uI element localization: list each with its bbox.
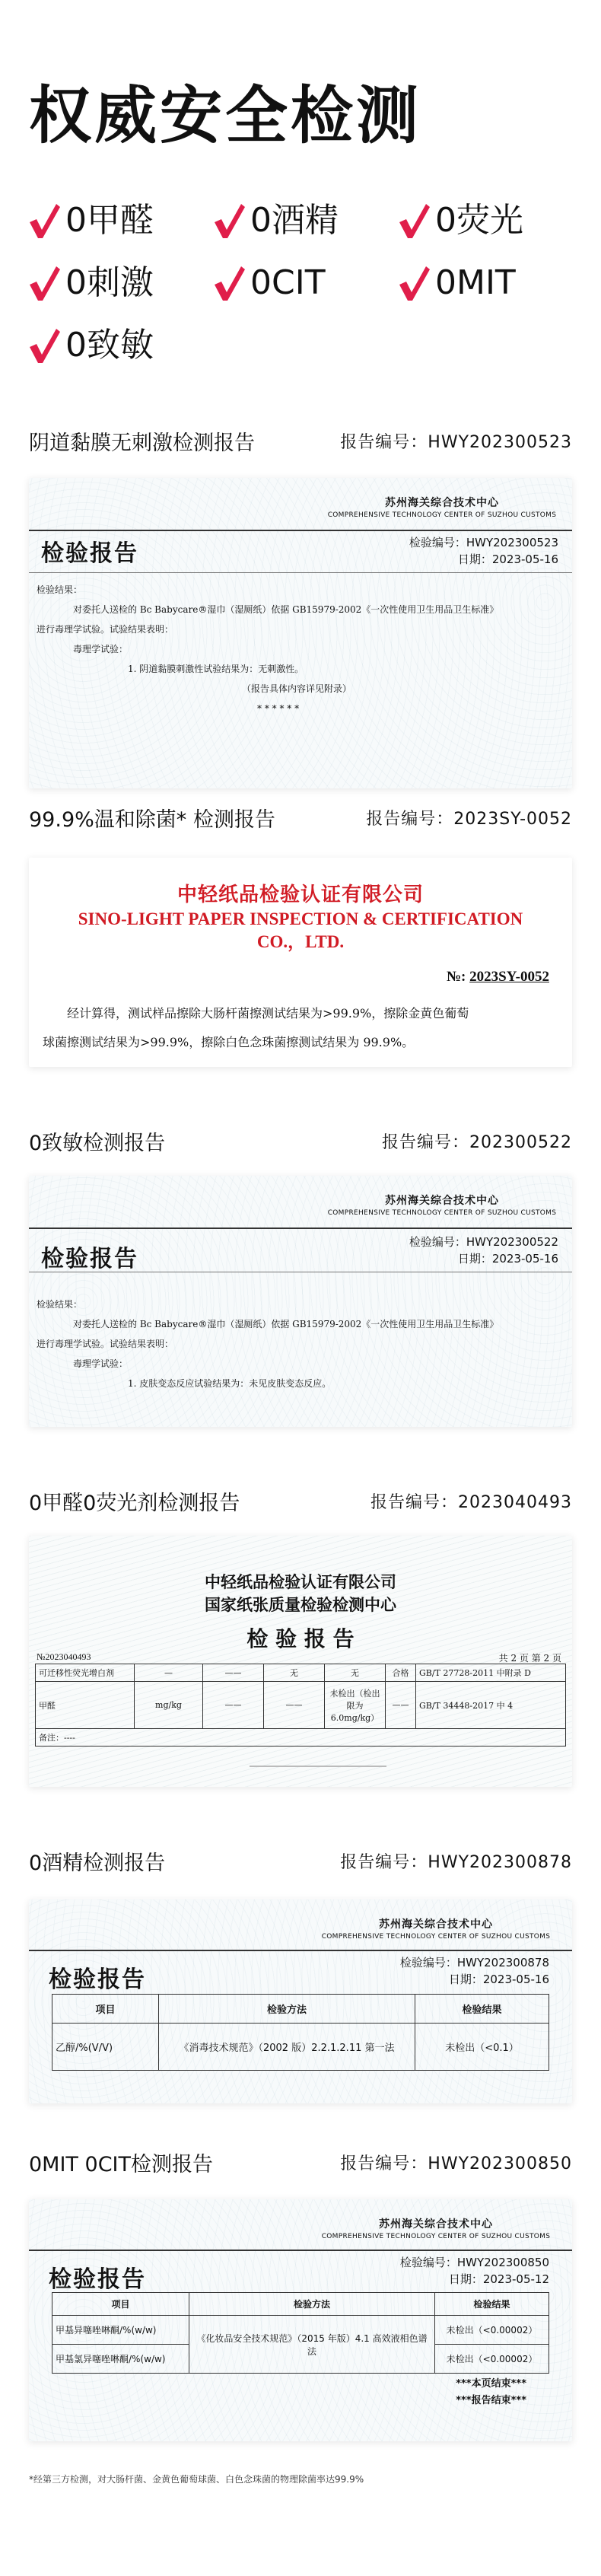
report-meta — [400, 2254, 549, 2288]
table-cell: mg/kg — [135, 1682, 203, 1729]
badge-label: 0CIT — [250, 263, 326, 302]
report-date: 日期：2023-05-12 — [448, 2272, 549, 2286]
column-header: 项目 — [52, 1995, 159, 2024]
org-name-cn: 苏州海关综合技术中心 — [385, 1195, 499, 1207]
issuer-block — [29, 1571, 572, 1616]
body-line: 毒理学试验： — [73, 1358, 129, 1369]
report-body — [37, 580, 569, 718]
badge-allergy — [27, 324, 212, 367]
hero-title: 权威安全检测 — [29, 80, 422, 152]
badge-alcohol — [212, 199, 397, 242]
body-line: 进行毒理学试验。试验结果表明： — [37, 624, 174, 635]
inspection-number: 检验编号：HWY202300850 — [399, 2256, 549, 2269]
badge-fluorescent — [397, 199, 575, 242]
report-title: 检验报告 — [49, 2266, 146, 2293]
column-header: 检验结果 — [415, 1995, 549, 2024]
table-cell: 乙醇/%(V/V) — [52, 2024, 159, 2071]
divider — [29, 530, 572, 531]
badge-label: 0刺激 — [65, 263, 154, 302]
section-3-header — [29, 1126, 572, 1156]
inspection-number: 检验编号：HWY202300522 — [409, 1235, 558, 1249]
badge-cit — [212, 262, 397, 304]
body-line: 检验结果： — [37, 584, 83, 595]
table-cell: —— — [203, 1682, 264, 1729]
report-image-alcohol — [29, 1899, 572, 2103]
report-number: 报告编号：2023040493 — [370, 1493, 572, 1512]
org-name-en: COMPREHENSIVE TECHNOLOGY CENTER OF SUZHOU CUSTOMS — [321, 2233, 551, 2240]
end-marks — [456, 2376, 526, 2409]
report-no-label — [447, 969, 549, 986]
check-icon — [397, 202, 431, 240]
page-end: ***本页结束*** — [456, 2378, 526, 2390]
table-cell: 未检出（<0.00002） — [435, 2316, 549, 2345]
table-cell: 可迁移性荧光增白剂 — [36, 1664, 135, 1682]
check-icon — [212, 202, 246, 240]
table-cell: —— — [386, 1682, 416, 1729]
result-table — [52, 2292, 549, 2374]
badge-label: 0荧光 — [435, 201, 523, 240]
body-line: 1. 皮肤变态反应试验结果为：未见皮肤变态反应。 — [128, 1378, 332, 1389]
section-1-header — [29, 426, 572, 456]
body-line: 对委托人送检的 Bc Babycare®湿巾（湿厕纸）依据 GB15979-2002《一次性使用卫生用品卫生标准》 — [73, 604, 499, 615]
section-2-header — [29, 803, 572, 833]
report-end: ***报告结束*** — [456, 2395, 526, 2406]
table-cell: 未检出（检出限为 6.0mg/kg） — [325, 1682, 386, 1729]
body-line: （报告具体内容详见附录） — [242, 683, 352, 694]
report-title: 检验报告 — [41, 540, 138, 567]
result-table — [35, 1664, 566, 1747]
check-icon — [27, 326, 61, 365]
company-name-en: SINO-LIGHT PAPER INSPECTION & CERTIFICATION — [78, 909, 523, 928]
divider — [29, 572, 572, 573]
table-cell: — — [135, 1664, 203, 1682]
org-block — [303, 1916, 569, 1941]
company-name-en-2: CO.，LTD. — [256, 932, 345, 951]
result-paragraph — [43, 999, 560, 1057]
report-date: 日期：2023-05-16 — [457, 552, 558, 566]
section-title: 阴道黏膜无刺激检测报告 — [29, 431, 255, 455]
report-title: 检验报告 — [41, 1246, 138, 1272]
section-6-header — [29, 2148, 572, 2177]
org-name-cn: 苏州海关综合技术中心 — [379, 1918, 493, 1931]
section-title: 0MIT 0CIT检测报告 — [29, 2153, 213, 2176]
section-4-header — [29, 1486, 572, 1516]
remark-cell: 备注：---- — [36, 1729, 566, 1747]
report-number: 报告编号：HWY202300523 — [340, 433, 572, 452]
body-line: 1. 阴道黏膜刺激性试验结果为：无刺激性。 — [128, 664, 304, 674]
body-line: * * * * * * — [257, 703, 300, 714]
issuer-center: 国家纸张质量检验检测中心 — [205, 1595, 396, 1614]
divider — [29, 1228, 572, 1229]
badge-label: 0甲醛 — [65, 201, 154, 240]
table-cell: 未检出（<0.00002） — [435, 2345, 549, 2374]
issuer-name: 中轻纸品检验认证有限公司 — [205, 1572, 396, 1591]
report-number: 报告编号：202300522 — [382, 1133, 572, 1152]
table-cell: GB/T 34448-2017 中 4 — [416, 1682, 566, 1729]
table-cell: 甲基氯异噻唑啉酮/%(w/w) — [52, 2345, 189, 2374]
table-cell: 甲醛 — [36, 1682, 135, 1729]
org-block — [316, 495, 568, 519]
org-name-cn: 苏州海关综合技术中心 — [385, 497, 499, 509]
table-header-row — [52, 2293, 549, 2316]
org-name-en: COMPREHENSIVE TECHNOLOGY CENTER OF SUZHOU CUSTOMS — [327, 511, 557, 519]
company-name-cn: 中轻纸品检验认证有限公司 — [176, 884, 424, 906]
badge-formaldehyde — [27, 199, 212, 242]
table-cell: 甲基异噻唑啉酮/%(w/w) — [52, 2316, 189, 2345]
report-body — [37, 1294, 569, 1393]
check-icon — [27, 202, 61, 240]
table-header-row — [52, 1995, 549, 2024]
badge-label: 0MIT — [435, 263, 516, 302]
footnote: *经第三方检测，对大肠杆菌、金黄色葡萄球菌、白色念珠菌的物理除菌率达99.9% — [29, 2474, 364, 2485]
report-image-mit-cit — [29, 2199, 572, 2441]
report-date: 日期：2023-05-16 — [448, 1973, 549, 1986]
column-header: 项目 — [52, 2293, 189, 2316]
section-title: 0甲醛0荧光剂检测报告 — [29, 1492, 240, 1515]
table-row — [52, 2316, 549, 2345]
column-header: 检验结果 — [435, 2293, 549, 2316]
column-header: 检验方法 — [189, 2293, 435, 2316]
table-cell: 合格 — [386, 1664, 416, 1682]
report-image-formaldehyde — [29, 1536, 572, 1787]
badge-label: 0酒精 — [250, 201, 339, 240]
report-meta — [409, 534, 558, 568]
table-row — [36, 1729, 566, 1747]
report-number: 报告编号：HWY202300850 — [340, 2154, 572, 2173]
table-cell: —— — [203, 1664, 264, 1682]
check-icon — [397, 264, 431, 302]
table-cell: 未检出（<0.1） — [415, 2024, 549, 2071]
org-name-en: COMPREHENSIVE TECHNOLOGY CENTER OF SUZHOU CUSTOMS — [327, 1209, 557, 1217]
report-no-value: 2023SY-0052 — [469, 969, 549, 985]
table-row — [52, 2024, 549, 2071]
number-sign: №: — [446, 969, 470, 985]
report-left-no: №2023040493 — [37, 1651, 91, 1662]
result-line: 球菌擦测试结果为>99.9%，擦除白色念珠菌擦测试结果为 99.9%。 — [43, 1035, 415, 1049]
badge-mit — [397, 262, 575, 304]
report-title: 检验报告 — [49, 1966, 146, 1993]
report-image-antibacterial — [29, 858, 572, 1067]
divider — [29, 1950, 572, 1951]
section-5-header — [29, 1846, 572, 1876]
table-cell: 《消毒技术规范》（2002 版）2.2.1.2.11 第一法 — [159, 2024, 415, 2071]
body-line: 毒理学试验： — [73, 644, 129, 654]
table-cell: 无 — [325, 1664, 386, 1682]
report-meta — [409, 1234, 558, 1267]
org-block — [316, 1192, 568, 1217]
report-title: 检 验 报 告 — [246, 1626, 355, 1651]
body-line: 对委托人送检的 Bc Babycare®湿巾（湿厕纸）依据 GB15979-2002《一次性使用卫生用品卫生标准》 — [73, 1319, 499, 1329]
report-date: 日期：2023-05-16 — [457, 1252, 558, 1266]
table-cell: —— — [264, 1682, 325, 1729]
org-block — [303, 2216, 569, 2240]
badge-grid — [27, 199, 575, 367]
page-indicator: 共 2 页 第 2 页 — [498, 1653, 561, 1664]
check-icon — [212, 264, 246, 302]
table-row — [36, 1664, 566, 1682]
result-line: 经计算得，测试样品擦除大肠杆菌擦测试结果为>99.9%，擦除金黄色葡萄 — [67, 1006, 469, 1021]
org-name-en: COMPREHENSIVE TECHNOLOGY CENTER OF SUZHOU CUSTOMS — [321, 1933, 551, 1941]
table-row — [36, 1682, 566, 1729]
column-header: 检验方法 — [159, 1995, 415, 2024]
report-number: 报告编号：HWY202300878 — [340, 1853, 572, 1872]
table-cell: GB/T 27728-2011 中附录 D — [416, 1664, 566, 1682]
report-number: 报告编号：2023SY-0052 — [366, 810, 572, 829]
section-title: 0致敏检测报告 — [29, 1132, 166, 1155]
signature-line — [250, 1766, 386, 1767]
inspection-number: 检验编号：HWY202300878 — [399, 1956, 549, 1969]
org-name-cn: 苏州海关综合技术中心 — [379, 2218, 493, 2231]
report-meta — [400, 1954, 549, 1988]
divider — [29, 2250, 572, 2251]
section-title: 99.9%温和除菌* 检测报告 — [29, 808, 275, 832]
report-image-allergy — [29, 1176, 572, 1427]
report-image-mucosa — [29, 478, 572, 788]
badge-label: 0致敏 — [65, 326, 154, 365]
result-table — [52, 1994, 549, 2071]
check-icon — [27, 264, 61, 302]
section-title: 0酒精检测报告 — [29, 1852, 166, 1875]
method-cell: 《化妆品安全技术规范》（2015 年版）4.1 高效液相色谱法 — [189, 2316, 435, 2374]
table-cell: 无 — [264, 1664, 325, 1682]
badge-irritation — [27, 262, 212, 304]
inspection-number: 检验编号：HWY202300523 — [409, 536, 558, 549]
body-line: 检验结果： — [37, 1299, 83, 1310]
body-line: 进行毒理学试验。试验结果表明： — [37, 1339, 174, 1349]
